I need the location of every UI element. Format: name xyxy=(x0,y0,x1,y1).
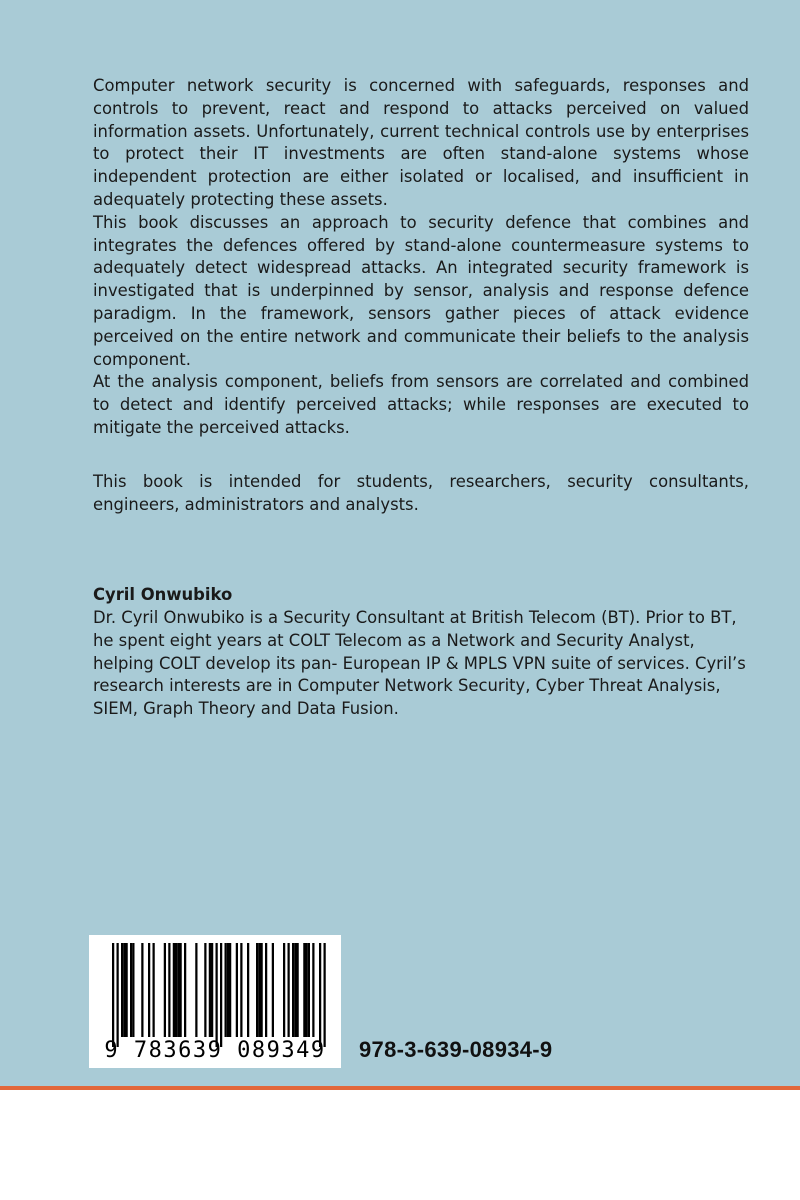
barcode-bar xyxy=(303,943,305,1037)
barcode-bar xyxy=(216,943,218,1047)
barcode-bar xyxy=(132,943,134,1037)
blurb-paragraph-1: Computer network security is concerned with safeguards, responses and controls to prevent, react and respond to attacks perceived on valued information assets. Unfortunately, current technical controls use by enterprises to protect their IT investments are often stand-alone systems whose independent protection are either isolated or localised, and insufficient in adequately protecting these assets. xyxy=(93,76,749,209)
barcode-bar xyxy=(227,943,229,1037)
barcode xyxy=(89,935,341,1068)
barcode-bar xyxy=(283,943,285,1037)
barcode-bar xyxy=(195,943,197,1037)
barcode-bar xyxy=(164,943,166,1037)
accent-stripe xyxy=(0,1086,800,1090)
barcode-bar xyxy=(209,943,211,1037)
barcode-bar xyxy=(288,943,290,1037)
barcode-bar xyxy=(297,943,299,1037)
barcode-bar xyxy=(148,943,150,1037)
barcode-bar xyxy=(236,943,238,1037)
barcode-bar xyxy=(184,943,186,1037)
blurb-paragraph-3: At the analysis component, beliefs from sensors are correlated and combined to detect and identify perceived attacks; while responses are executed to mitigate the perceived attacks. xyxy=(93,372,749,437)
barcode-bar xyxy=(130,943,132,1037)
barcode-bar xyxy=(180,943,182,1037)
author-name: Cyril Onwubiko xyxy=(93,585,233,604)
barcode-bar xyxy=(272,943,274,1037)
barcode-bar xyxy=(229,943,231,1037)
barcode-bar xyxy=(294,943,296,1037)
barcode-bar xyxy=(247,943,249,1037)
blurb-paragraph-2: This book discusses an approach to security defence that combines and integrates the defences offered by stand-alone countermeasure systems to adequately detect widespread attacks. An integrated security framework is investigated that is underpinned by sensor, analysis and response defence paradigm. In the framework, sensors gather pieces of attack evidence perceived on the entire network and communicate their beliefs to the analysis component. xyxy=(93,212,749,369)
barcode-bar xyxy=(126,943,128,1037)
audience-text: This book is intended for students, researchers, security consultants, engineers, administrators and analysts. xyxy=(93,472,749,514)
barcode-bar xyxy=(117,943,119,1047)
barcode-bar xyxy=(112,943,114,1047)
barcode-bar xyxy=(211,943,213,1037)
barcode-bar xyxy=(153,943,155,1037)
barcode-bar xyxy=(123,943,125,1037)
barcode-bar xyxy=(261,943,263,1037)
barcode-bar xyxy=(220,943,222,1047)
barcode-bar xyxy=(258,943,260,1037)
barcode-bar xyxy=(204,943,206,1037)
barcode-bar xyxy=(240,943,242,1037)
barcode-bar xyxy=(256,943,258,1037)
blurb xyxy=(93,75,749,440)
barcode-bar xyxy=(141,943,143,1037)
barcode-bar xyxy=(319,943,321,1047)
barcode-bar xyxy=(292,943,294,1037)
barcode-bar xyxy=(324,943,326,1047)
barcode-bar xyxy=(225,943,227,1037)
barcode-bar xyxy=(308,943,310,1037)
barcode-bar xyxy=(168,943,170,1037)
barcode-bar xyxy=(173,943,175,1037)
barcode-bar xyxy=(121,943,123,1037)
barcode-bar xyxy=(177,943,179,1037)
author-bio: Dr. Cyril Onwubiko is a Security Consultant at British Telecom (BT). Prior to BT, he spent eight years at COLT Telecom as a Network and Security Analyst, helping COLT develop its pan- European IP & MPLS VPN suite of services. Cyril’s research interests are in Computer Network Security, Cyber Threat Analysis, SIEM, Graph Theory and Data Fusion. xyxy=(93,608,746,719)
barcode-bar xyxy=(265,943,267,1037)
barcode-digits: 9 783639 089349 xyxy=(104,1038,326,1063)
audience-statement xyxy=(93,471,749,517)
barcode-bar xyxy=(312,943,314,1037)
barcode-bar xyxy=(175,943,177,1037)
isbn-number: 978-3-639-08934-9 xyxy=(359,1037,553,1062)
barcode-bar xyxy=(306,943,308,1037)
